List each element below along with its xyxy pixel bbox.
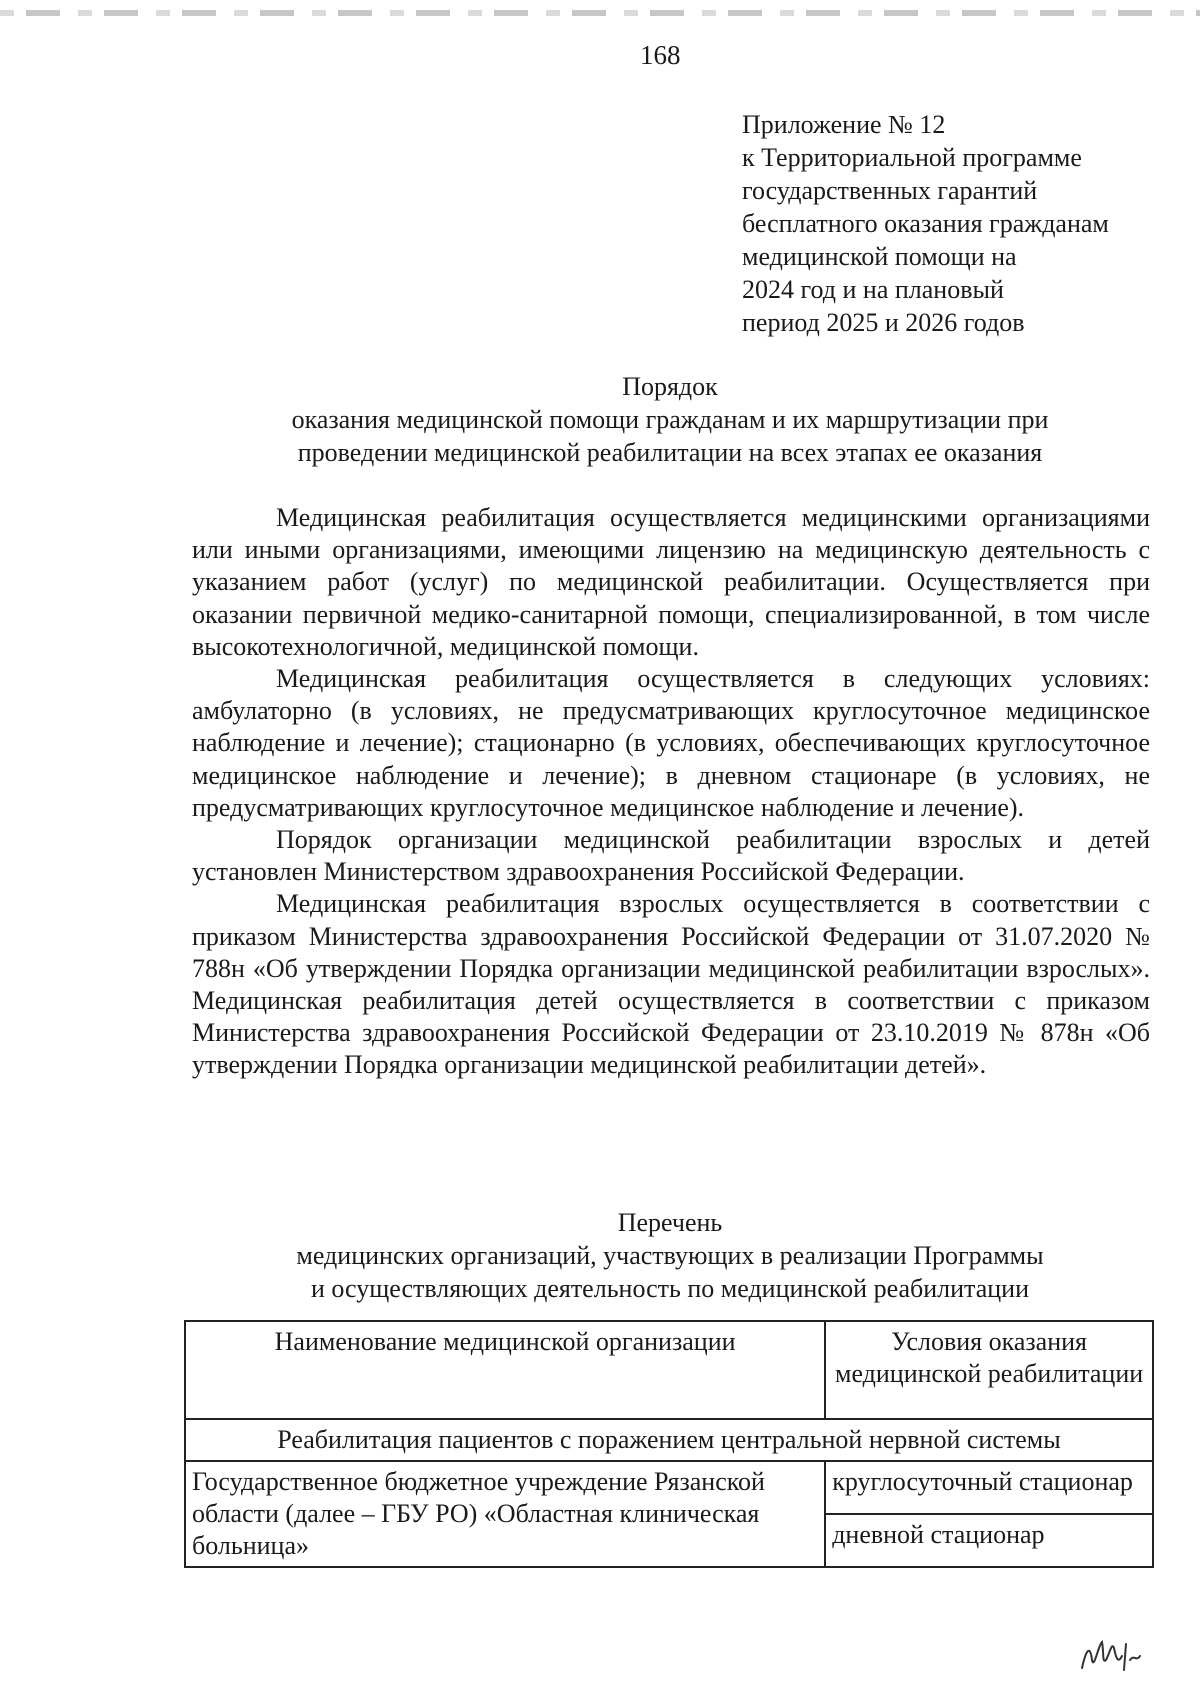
organization-name: Государственное бюджетное учреждение Рязанской области (далее – ГБУ РО) «Областная клиническая больница» [185, 1461, 825, 1567]
procedure-subtitle-line: оказания медицинской помощи гражданам и их маршрутизации при [291, 405, 1049, 434]
procedure-heading [180, 370, 1160, 469]
condition-cell: круглосуточный стационар [825, 1461, 1153, 1514]
organizations-table [184, 1320, 1154, 1568]
paragraph: Медицинская реабилитация осуществляется в следующих условиях: амбулаторно (в условиях, не предусматривающих круглосуточное медицинское наблюдение и лечение); стационарно (в условиях, обеспечивающих круглосуточное медицинское наблюдение и лечение); в дневном стационаре (в условиях, не предусматривающих круглосуточное медицинское наблюдение и лечение). [192, 664, 1150, 822]
header-organization: Наименование медицинской организации [185, 1321, 825, 1419]
page-number: 168 [640, 40, 681, 70]
paragraph: Медицинская реабилитация осуществляется медицинскими организациями или иными организациями, имеющими лицензию на медицинскую деятельность с указанием работ (услуг) по медицинской реабилитации. Осуществляется при оказании первичной медико-санитарной помощи, специализированной, в том числе высокотехнологичной, медицинской помощи. [192, 503, 1150, 661]
appendix-line: период 2025 и 2026 годов [742, 308, 1025, 337]
appendix-line: Приложение № 12 [742, 110, 946, 139]
list-heading [180, 1206, 1160, 1305]
handwritten-initials [1078, 1630, 1148, 1680]
body-text [192, 502, 1150, 1082]
table-row [185, 1461, 1153, 1514]
appendix-line: 2024 год и на плановый [742, 275, 1004, 304]
table-header-row [185, 1321, 1153, 1419]
header-conditions: Условия оказания медицинской реабилитации [825, 1321, 1153, 1419]
procedure-subtitle-line: проведении медицинской реабилитации на всех этапах ее оказания [297, 438, 1043, 467]
condition-cell: дневной стационар [825, 1514, 1153, 1567]
paragraph: Порядок организации медицинской реабилитации взрослых и детей установлен Министерством здравоохранения Российской Федерации. [192, 825, 1150, 887]
scan-edge-artifact [0, 10, 1200, 16]
appendix-line: к Территориальной программе [742, 143, 1082, 172]
appendix-line: медицинской помощи на [742, 242, 1017, 271]
appendix-note [742, 108, 1109, 339]
appendix-line: государственных гарантий [742, 176, 1038, 205]
procedure-title: Порядок [622, 372, 718, 401]
section-title: Реабилитация пациентов с поражением центральной нервной системы [185, 1419, 1153, 1461]
list-subtitle-line: медицинских организаций, участвующих в реализации Программы [296, 1241, 1044, 1270]
appendix-line: бесплатного оказания гражданам [742, 209, 1109, 238]
list-title: Перечень [617, 1208, 723, 1237]
paragraph: Медицинская реабилитация взрослых осуществляется в соответствии с приказом Министерства здравоохранения Российской Федерации от 31.07.2020 № 788н «Об утверждении Порядка организации медицинской реабилитации взрослых». Медицинская реабилитация детей осуществляется в соответствии с приказом Министерства здравоохранения Российской Федерации от 23.10.2019 № 878н «Об утверждении Порядка организации медицинской реабилитации детей». [192, 889, 1150, 1080]
list-subtitle-line: и осуществляющих деятельность по медицинской реабилитации [311, 1274, 1029, 1303]
table-section-row [185, 1419, 1153, 1461]
